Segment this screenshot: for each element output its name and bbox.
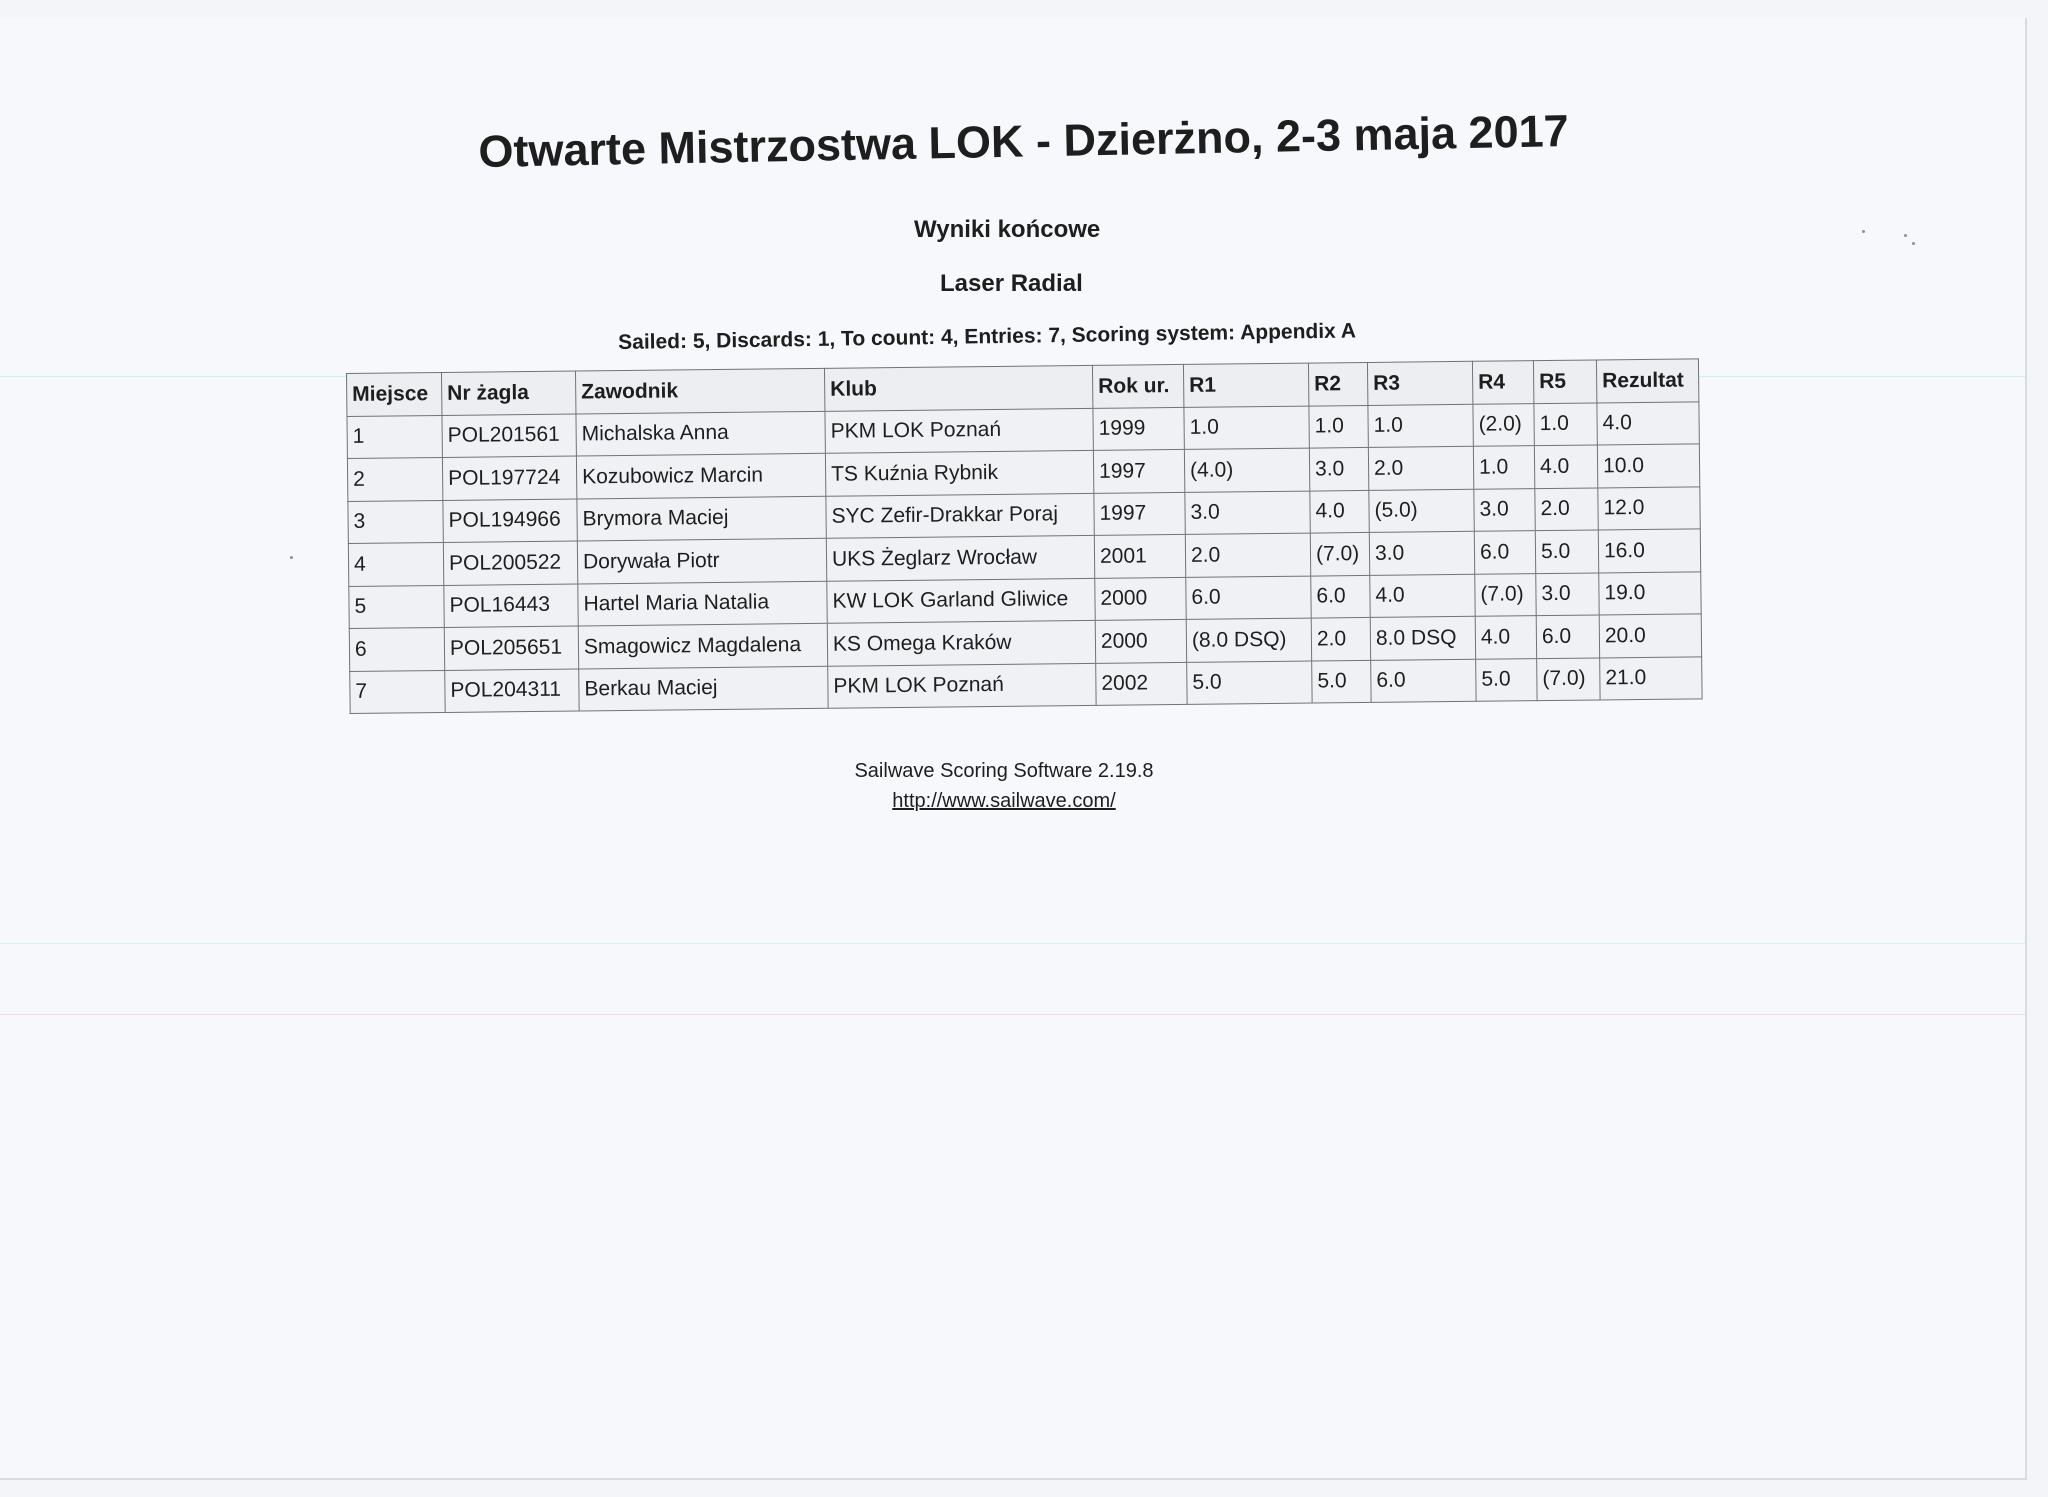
table-cell: 6.0 <box>1474 531 1535 574</box>
table-cell: (7.0) <box>1537 657 1600 700</box>
table-cell: 6 <box>349 627 444 671</box>
table-cell: POL204311 <box>445 668 579 712</box>
table-cell: 16.0 <box>1598 529 1700 573</box>
table-cell: 4.0 <box>1597 401 1699 445</box>
table-cell: 8.0 DSQ <box>1370 616 1475 660</box>
scan-artifact-line <box>0 943 2025 944</box>
table-cell: 1.0 <box>1368 404 1473 448</box>
table-cell: 3.0 <box>1309 447 1368 490</box>
table-cell: 10.0 <box>1597 444 1699 488</box>
table-cell: POL205651 <box>444 626 578 670</box>
table-cell: 5 <box>349 585 444 629</box>
table-cell: 4 <box>348 542 443 586</box>
table-cell: 7 <box>350 670 445 714</box>
table-cell: 4.0 <box>1534 445 1597 488</box>
table-cell: Dorywała Piotr <box>577 538 826 583</box>
table-cell: 6.0 <box>1371 659 1476 703</box>
column-header: R1 <box>1183 363 1308 407</box>
table-cell: 1.0 <box>1309 405 1368 448</box>
table-cell: 6.0 <box>1311 575 1370 618</box>
table-cell: 3.0 <box>1536 572 1599 615</box>
column-header: R3 <box>1367 361 1472 405</box>
table-cell: 4.0 <box>1475 616 1536 659</box>
table-cell: POL194966 <box>443 499 577 543</box>
table-cell: 1 <box>347 415 442 459</box>
table-cell: 2000 <box>1095 577 1186 620</box>
scan-artifact-line <box>0 1014 2025 1015</box>
table-cell: (7.0) <box>1475 573 1536 616</box>
table-cell: 1.0 <box>1473 446 1534 489</box>
page-title: Otwarte Mistrzostwa LOK - Dzierżno, 2-3 maja 2017 <box>478 105 1570 177</box>
table-cell: 2000 <box>1095 619 1186 662</box>
table-cell: 19.0 <box>1599 571 1701 615</box>
table-cell: 6.0 <box>1186 576 1311 620</box>
column-header: R4 <box>1472 361 1533 404</box>
scan-speck <box>290 556 293 559</box>
table-cell: Hartel Maria Natalia <box>578 581 827 626</box>
scan-speck <box>1904 234 1907 237</box>
table-cell: (8.0 DSQ) <box>1186 618 1311 662</box>
table-cell: 3.0 <box>1369 531 1474 575</box>
table-cell: SYC Zefir-Drakkar Poraj <box>826 493 1094 538</box>
table-cell: Brymora Maciej <box>577 496 826 541</box>
table-cell: Michalska Anna <box>576 411 825 456</box>
scan-speck <box>1862 230 1865 233</box>
footer-link-container <box>0 790 2028 813</box>
boat-class-label: Laser Radial <box>940 270 1083 297</box>
table-cell: 1.0 <box>1184 406 1309 450</box>
results-table-wrapper <box>346 358 1703 714</box>
table-cell: Smagowicz Magdalena <box>578 623 827 668</box>
column-header: Zawodnik <box>575 368 824 413</box>
table-cell: 5.0 <box>1187 661 1312 705</box>
table-cell: 20.0 <box>1599 614 1701 658</box>
table-cell: KS Omega Kraków <box>827 620 1095 665</box>
column-header: Rok ur. <box>1092 364 1183 407</box>
column-header: Klub <box>824 365 1092 410</box>
table-cell: 4.0 <box>1370 574 1475 618</box>
table-cell: Kozubowicz Marcin <box>576 453 825 498</box>
table-cell: Berkau Maciej <box>579 666 828 711</box>
table-cell: 2.0 <box>1368 446 1473 490</box>
column-header: Rezultat <box>1596 359 1698 403</box>
table-cell: UKS Żeglarz Wrocław <box>826 535 1094 580</box>
scan-speck <box>1912 242 1915 245</box>
column-header: Nr żagla <box>441 371 575 415</box>
results-subtitle: Wyniki końcowe <box>914 216 1101 243</box>
table-cell: 2.0 <box>1535 487 1598 530</box>
sailwave-link[interactable]: http://www.sailwave.com/ <box>892 790 1116 812</box>
table-cell: (5.0) <box>1369 489 1474 533</box>
table-cell: 1.0 <box>1534 402 1597 445</box>
column-header: R2 <box>1308 362 1367 405</box>
table-cell: TS Kuźnia Rybnik <box>825 450 1093 495</box>
table-cell: (2.0) <box>1473 403 1534 446</box>
table-cell: 2.0 <box>1185 533 1310 577</box>
table-cell: 5.0 <box>1535 530 1598 573</box>
table-cell: KW LOK Garland Gliwice <box>827 578 1095 623</box>
table-cell: 2.0 <box>1311 617 1370 660</box>
table-cell: POL197724 <box>442 456 576 500</box>
table-cell: 5.0 <box>1476 658 1537 701</box>
table-cell: (4.0) <box>1184 448 1309 492</box>
table-cell: 3.0 <box>1185 491 1310 535</box>
table-cell: 4.0 <box>1310 490 1369 533</box>
table-cell: POL16443 <box>444 584 578 628</box>
table-cell: 6.0 <box>1536 615 1599 658</box>
table-cell: 1999 <box>1093 407 1184 450</box>
table-cell: 1997 <box>1094 492 1185 535</box>
table-cell: 2002 <box>1096 662 1187 705</box>
table-cell: 3.0 <box>1474 488 1535 531</box>
table-cell: 2 <box>347 457 442 501</box>
table-cell: 5.0 <box>1312 660 1371 703</box>
software-credit: Sailwave Scoring Software 2.19.8 <box>854 760 1154 782</box>
table-cell: PKM LOK Poznań <box>825 408 1093 453</box>
table-cell: 2001 <box>1094 534 1185 577</box>
table-cell: PKM LOK Poznań <box>828 663 1096 708</box>
table-cell: POL200522 <box>443 541 577 585</box>
column-header: Miejsce <box>347 372 442 416</box>
table-cell: 21.0 <box>1600 656 1702 700</box>
series-info: Sailed: 5, Discards: 1, To count: 4, Entries: 7, Scoring system: Appendix A <box>618 319 1357 354</box>
table-cell: 12.0 <box>1598 486 1700 530</box>
column-header: R5 <box>1533 360 1596 403</box>
table-cell: POL201561 <box>442 414 576 458</box>
table-cell: (7.0) <box>1310 532 1369 575</box>
table-cell: 3 <box>348 500 443 544</box>
table-cell: 1997 <box>1093 449 1184 492</box>
paper-sheet <box>0 18 2027 1480</box>
results-table <box>346 358 1703 714</box>
